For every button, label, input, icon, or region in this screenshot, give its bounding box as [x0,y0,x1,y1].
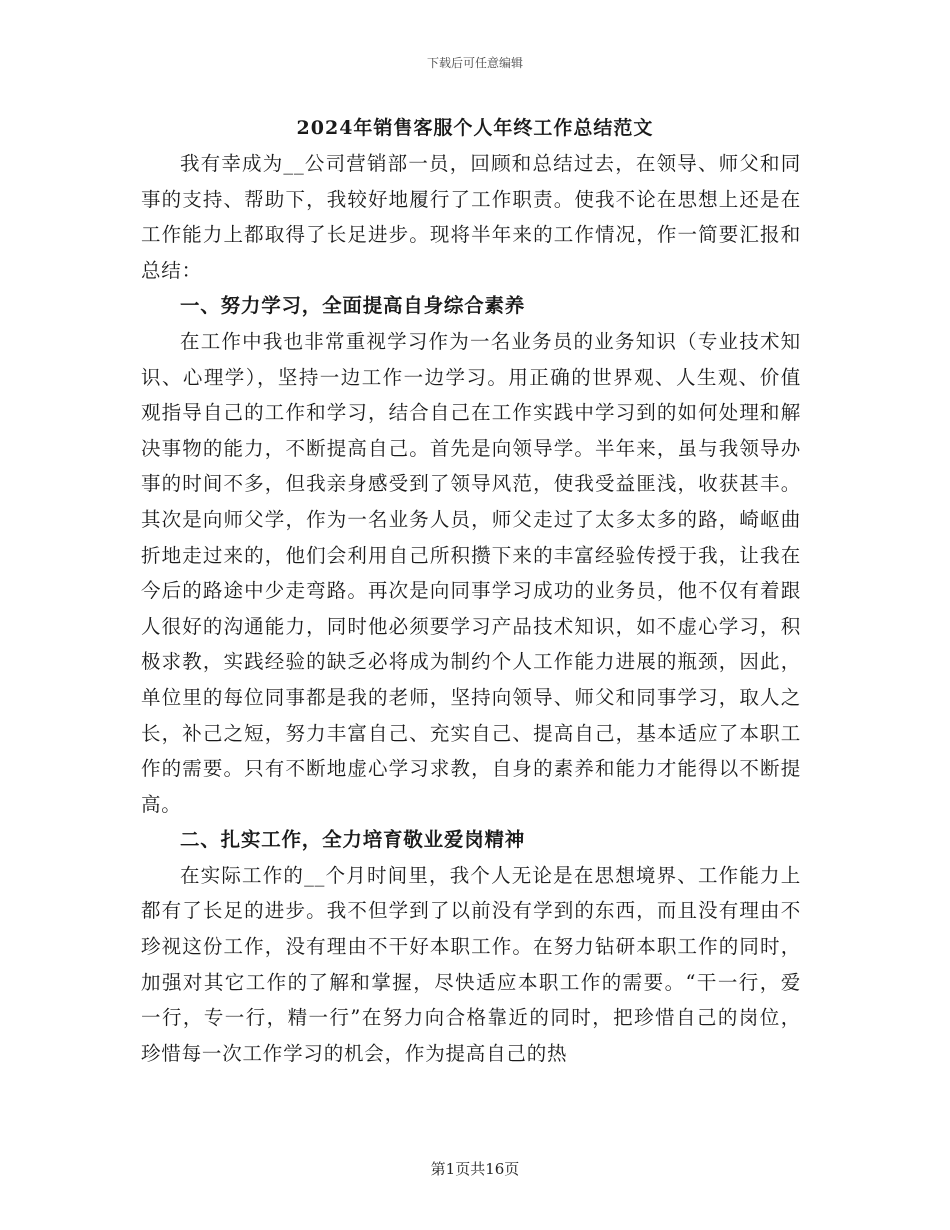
document-body [141,146,801,1071]
section-heading-1: 一、努力学习，全面提高自身综合素养 [180,294,526,318]
section-heading-2: 二、扎实工作，全力培育敬业爱岗精神 [180,828,526,852]
header-note: 下载后可任意编辑 [426,56,523,70]
intro-paragraph: 我有幸成为__公司营销部一员，回顾和总结过去，在领导、师父和同事的支持、帮助下，我较好地履行了工作职责。使我不论在思想上还是在工作能力上都取得了长足进步。现将半年来的工作情况，作一简要汇报和总结： [141,152,801,282]
document-title: 2024年销售客服个人年终工作总结范文 [296,117,654,139]
section-2-paragraph: 在实际工作的__个月时间里，我个人无论是在思想境界、工作能力上都有了长足的进步。我不但学到了以前没有学到的东西，而且没有理由不珍视这份工作，没有理由不干好本职工作。在努力钻研本职工作的同时，加强对其它工作的了解和掌握，尽快适应本职工作的需要。“干一行，爱一行，专一行，精一行”在努力向合格靠近的同时，把珍惜自己的岗位，珍惜每一次工作学习的机会，作为提高自己的热 [141,863,801,1065]
page-footer: 第1页共16页 [430,1160,520,1178]
section-1-paragraph: 在工作中我也非常重视学习作为一名业务员的业务知识（专业技术知识、心理学），坚持一边工作一边学习。用正确的世界观、人生观、价值观指导自己的工作和学习，结合自己在工作实践中学习到的如何处理和解决事物的能力，不断提高自己。首先是向领导学。半年来，虽与我领导办事的时间不多，但我亲身感受到了领导风范，使我受益匪浅，收获甚丰。其次是向师父学，作为一名业务人员，师父走过了太多太多的路，崎岖曲折地走过来的，他们会利用自己所积攒下来的丰富经验传授于我，让我在今后的路途中少走弯路。再次是向同事学习成功的业务员，他不仅有着跟人很好的沟通能力，同时他必须要学习产品技术知识，如不虚心学习，积极求教，实践经验的缺乏必将成为制约个人工作能力进展的瓶颈，因此，单位里的每位同事都是我的老师，坚持向领导、师父和同事学习，取人之长，补己之短，努力丰富自己、充实自己、提高自己，基本适应了本职工作的需要。只有不断地虚心学习求教，自身的素养和能力才能得以不断提高。 [141,329,801,816]
